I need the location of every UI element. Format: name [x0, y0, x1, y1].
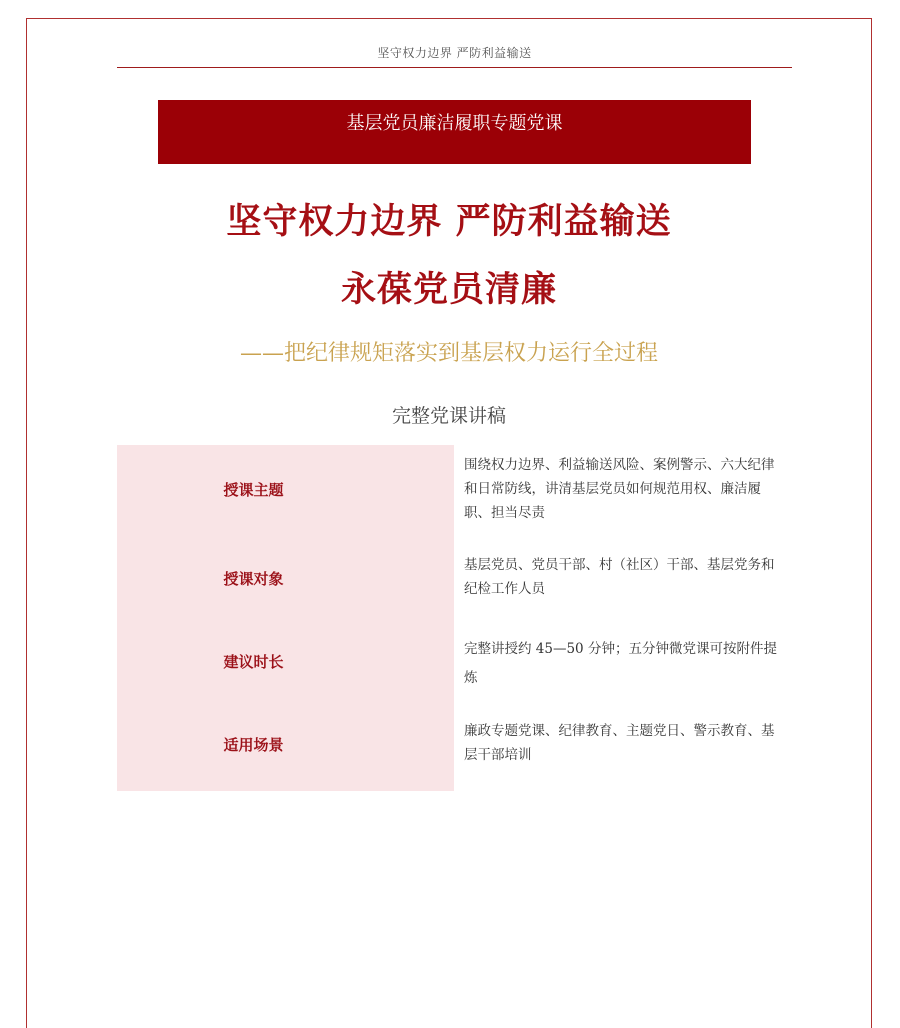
main-title-line-2: 永葆党员清廉 — [340, 269, 557, 310]
row-label-scenario: 适用场景 — [223, 736, 284, 754]
document-type-label: 完整党课讲稿 — [391, 405, 506, 427]
subtitle: ——把纪律规矩落实到基层权力运行全过程 — [239, 341, 658, 366]
main-title-line-1: 坚守权力边界 严防利益输送 — [226, 201, 672, 242]
header-divider — [117, 67, 792, 68]
row-label-topic: 授课主题 — [223, 481, 284, 499]
row-value-scenario: 廉政专题党课、纪律教育、主题党日、警示教育、基层干部培训 — [464, 723, 775, 763]
row-value-audience: 基层党员、党员干部、村（社区）干部、基层党务和纪检工作人员 — [464, 557, 775, 597]
running-header: 坚守权力边界 严防利益输送 — [377, 46, 532, 60]
course-info-table — [117, 445, 792, 791]
course-banner: 基层党员廉洁履职专题党课 — [158, 100, 751, 164]
row-label-duration: 建议时长 — [223, 653, 284, 671]
row-label-audience: 授课对象 — [223, 570, 284, 588]
row-value-duration: 完整讲授约 45—50 分钟；五分钟微党课可按附件提炼 — [464, 641, 777, 686]
row-value-topic: 围绕权力边界、利益输送风险、案例警示、六大纪律和日常防线，讲清基层党员如何规范用权、廉洁履职、担当尽责 — [464, 457, 775, 521]
